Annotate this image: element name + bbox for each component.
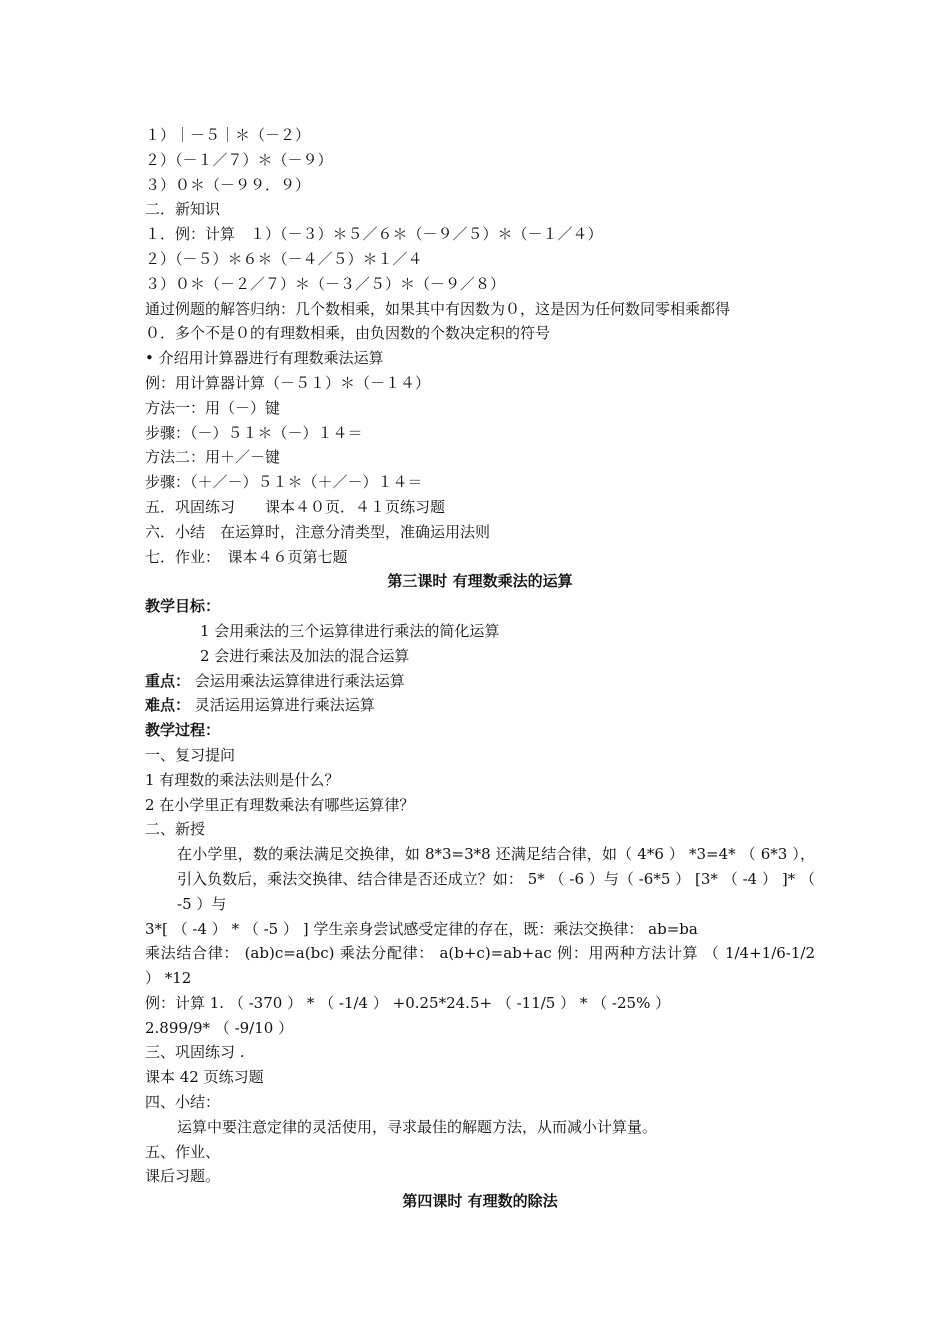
practice-heading: 三、巩固练习 . xyxy=(145,1043,245,1062)
exercise-line-3: ３）０＊（－９９．９） xyxy=(145,175,311,194)
lesson-4-title: 第四课时 有理数的除法 xyxy=(402,1192,558,1211)
summary-line-2: ０．多个不是０的有理数相乘，由负因数的个数决定积的符号 xyxy=(145,324,551,343)
document-body xyxy=(145,123,815,1214)
method-two: 方法二：用＋／－键 xyxy=(145,448,281,467)
homework-line: 七．作业： 课本４６页第七题 xyxy=(145,547,348,566)
compute-example-2: 2.899/9* （ -9/10 ） xyxy=(145,1018,294,1037)
teaching-process-label: 教学过程： xyxy=(145,721,221,740)
homework-heading: 五、作业、 xyxy=(145,1142,221,1161)
example-line-3: ３）０＊（－２／７）＊（－３／５）＊（－９／８） xyxy=(145,274,506,293)
section-heading-new-knowledge: 二．新知识 xyxy=(145,200,221,219)
summary-text: 运算中要注意定律的灵活使用，寻求最佳的解题方法，从而减小计算量。 xyxy=(177,1117,658,1136)
bullet-calculator: • 介绍用计算器进行有理数乘法运算 xyxy=(145,349,384,368)
difficult-point-text: 灵活运用运算进行乘法运算 xyxy=(194,696,375,715)
compute-example-1: 例：计算 1. （ -370 ） * （ -1/4 ） +0.25*24.5+ （ -11/5 ） * （ -25% ） xyxy=(145,993,671,1012)
review-heading: 一、复习提问 xyxy=(145,745,236,764)
homework-text: 课后习题。 xyxy=(145,1167,221,1186)
difficult-point xyxy=(145,693,815,718)
method-one-steps: 步骤：（－）５１＊（－）１４＝ xyxy=(145,423,363,442)
key-point-label: 重点： xyxy=(145,671,191,690)
summary-heading: 四、小结： xyxy=(145,1093,221,1112)
summary-section: 六．小结 在运算时，注意分清类型，准确运用法则 xyxy=(145,522,491,541)
summary-line-1: 通过例题的解答归纳：几个数相乘，如果其中有因数为０，这是因为任何数同零相乘都得 xyxy=(145,299,731,318)
teaching-goal-2: 2 会进行乘法及加法的混合运算 xyxy=(200,646,410,665)
new-lesson-paragraph: 在小学里，数的乘法满足交换律，如 8*3=3*8 还满足结合律，如（ 4*6 ） *3=4* （ 6*3 ），引入负数后，乘法交换律、结合律是否还成立？如： 5* （ -6 ）与（ -6*5 ） [3* （ -4 ） ]* （ -5 ）与 xyxy=(177,845,815,913)
distributive-intro: 3*[ （ -4 ） * （ -5 ） ] 学生亲身尝试感受定律的存在，既：乘法交换律： ab=ba xyxy=(145,919,698,938)
key-point xyxy=(145,669,815,694)
practice-text: 课本 42 页练习题 xyxy=(145,1068,264,1087)
key-point-text: 会运用乘法运算律进行乘法运算 xyxy=(194,671,405,690)
example-line-2: ２）（－５）＊６＊（－４／５）＊１／４ xyxy=(145,249,423,268)
exercise-line-1: １）｜－５｜＊（－２） xyxy=(145,126,311,144)
method-one: 方法一：用（－）键 xyxy=(145,398,281,417)
method-two-steps: 步骤：（＋／－）５１＊（＋／－）１４＝ xyxy=(145,473,423,492)
exercise-line-2: ２）（－１／７）＊（－９） xyxy=(145,150,333,169)
laws-paragraph: 乘法结合律： (ab)c=a(bc) 乘法分配律： a(b+c)=ab+ac 例：用两种方法计算 （ 1/4+1/6-1/2 ） *12 xyxy=(145,944,815,988)
review-question-2: 2 在小学里正有理数乘法有哪些运算律？ xyxy=(145,795,415,814)
example-line-1: １．例：计算 １）（－３）＊５／６＊（－９／５）＊（－１／４） xyxy=(145,225,603,244)
new-lesson-heading: 二、新授 xyxy=(145,820,206,839)
difficult-point-label: 难点： xyxy=(145,696,191,715)
teaching-goals-label: 教学目标： xyxy=(145,597,221,616)
lesson-3-title: 第三课时 有理数乘法的运算 xyxy=(387,572,573,591)
calculator-example: 例：用计算器计算（－５１）＊（－１４） xyxy=(145,373,431,392)
practice-line: 五．巩固练习 课本４０页．４１页练习题 xyxy=(145,497,446,516)
teaching-goal-1: 1 会用乘法的三个运算律进行乘法的简化运算 xyxy=(200,621,500,640)
review-question-1: 1 有理数的乘法法则是什么？ xyxy=(145,770,340,789)
